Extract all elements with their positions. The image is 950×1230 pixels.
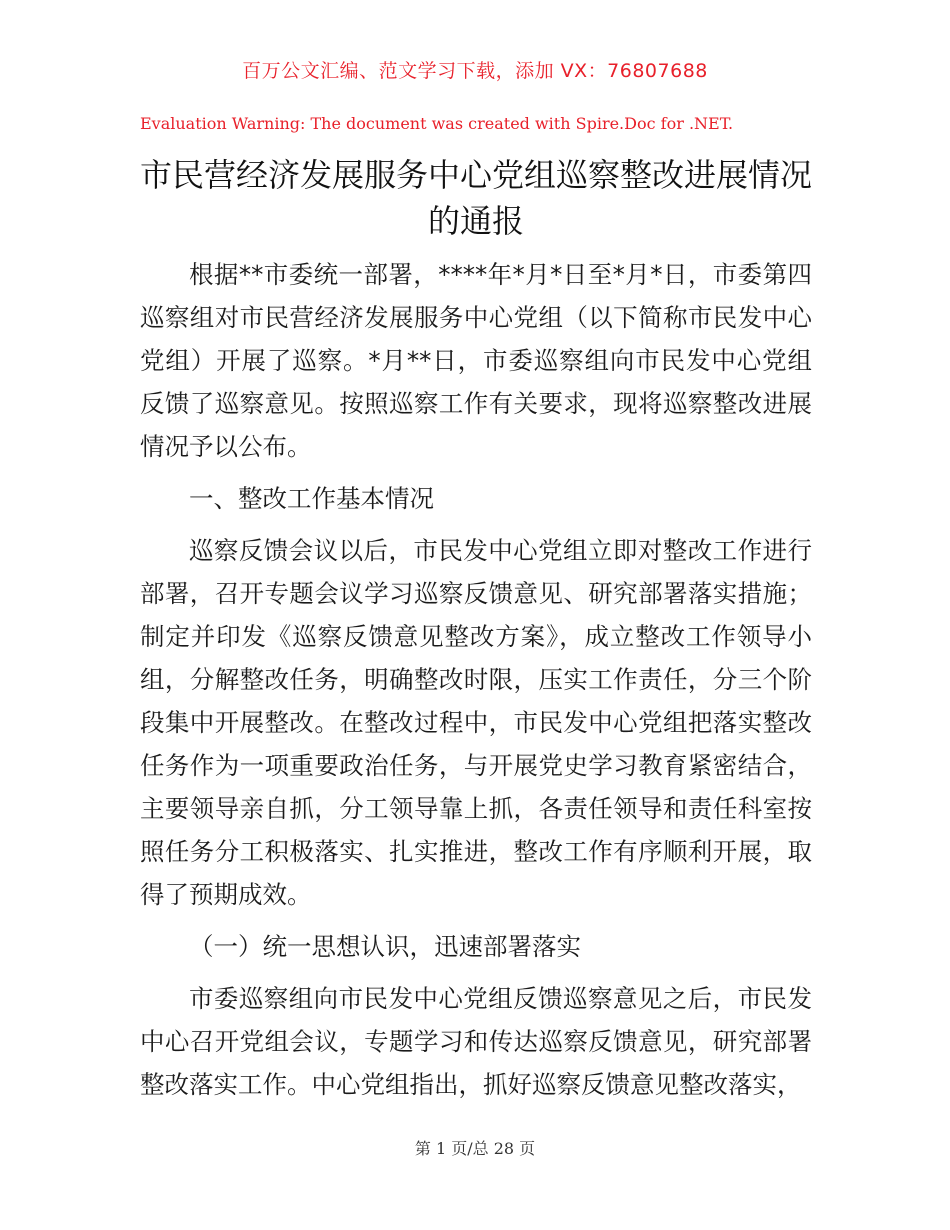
- document-body: [140, 253, 812, 1115]
- section-heading: 一、整改工作基本情况: [189, 484, 434, 513]
- intro-paragraph: 根据**市委统一部署，****年*月*日至*月*日，市委第四巡察组对市民营经济发展服务中心党组（以下简称市民发中心党组）开展了巡察。*月**日，市委巡察组向市民发中心党组反馈了巡察意见。按照巡察工作有关要求，现将巡察整改进展情况予以公布。: [140, 260, 812, 461]
- body-paragraph: 巡察反馈会议以后，市民发中心党组立即对整改工作进行部署，召开专题会议学习巡察反馈意见、研究部署落实措施；制定并印发《巡察反馈意见整改方案》，成立整改工作领导小组，分解整改任务，明确整改时限，压实工作责任，分三个阶段集中开展整改。在整改过程中，市民发中心党组把落实整改任务作为一项重要政治任务，与开展党史学习教育紧密结合，主要领导亲自抓，分工领导靠上抓，各责任领导和责任科室按照任务分工积极落实、扎实推进，整改工作有序顺利开展，取得了预期成效。: [140, 536, 812, 909]
- promo-header: 百万公文汇编、范文学习下载，添加 VX：76807688: [242, 60, 708, 82]
- evaluation-warning: Evaluation Warning: The document was created with Spire.Doc for .NET.: [140, 114, 734, 133]
- page-footer: 第 1 页/总 28 页: [414, 1139, 536, 1158]
- body-paragraph: 市委巡察组向市民发中心党组反馈巡察意见之后，市民发中心召开党组会议，专题学习和传达巡察反馈意见，研究部署整改落实工作。中心党组指出，抓好巡察反馈意见整改落实，: [140, 984, 812, 1099]
- subsection-heading: （一）统一思想认识，迅速部署落实: [189, 932, 581, 961]
- document-title: 市民营经济发展服务中心党组巡察整改进展情况的通报: [140, 156, 813, 240]
